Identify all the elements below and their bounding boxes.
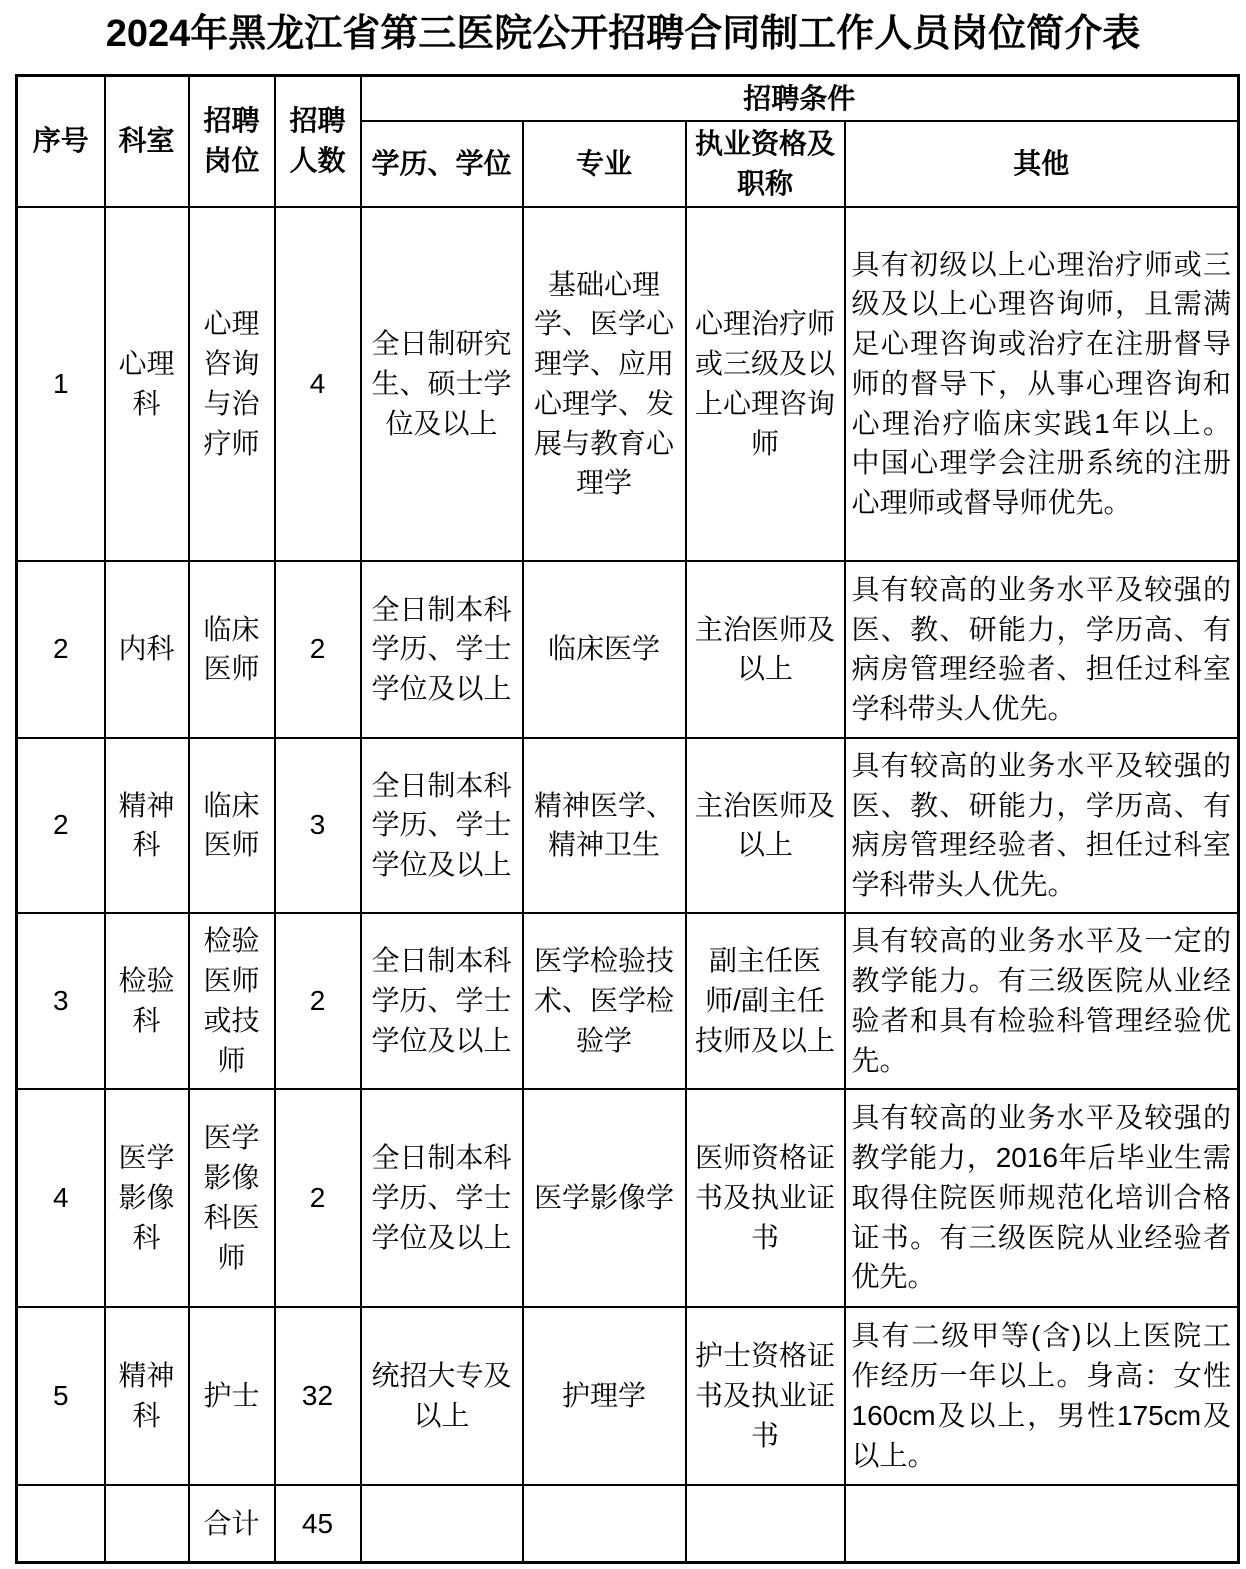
table-row: [17, 738, 1239, 913]
row-2-qualification: 主治医师及以上: [686, 561, 845, 738]
header-position: 招聘岗位: [189, 75, 275, 207]
row-1-education: 全日制研究生、硕士学位及以上: [361, 207, 523, 561]
row-5-department: 医学影像科: [105, 1089, 189, 1307]
table-row: [17, 207, 1239, 561]
footer-education: [361, 1485, 523, 1563]
row-4-serial: 3: [17, 913, 105, 1089]
row-2-headcount: 2: [275, 561, 361, 738]
row-2-department: 内科: [105, 561, 189, 738]
footer-serial: [17, 1485, 105, 1563]
footer-total-label: 合计: [189, 1485, 275, 1563]
row-4-position: 检验医师或技师: [189, 913, 275, 1089]
footer-other: [845, 1485, 1239, 1563]
header-qualification: 执业资格及职称: [686, 121, 845, 207]
header-department: 科室: [105, 75, 189, 207]
table-row: [17, 1307, 1239, 1485]
row-1-other: 具有初级以上心理治疗师或三级及以上心理咨询师，且需满足心理咨询或治疗在注册督导师的督导下，从事心理咨询和心理治疗临床实践1年以上。中国心理学会注册系统的注册心理师或督导师优先。: [845, 207, 1239, 561]
row-3-education: 全日制本科学历、学士学位及以上: [361, 738, 523, 913]
table-row: [17, 913, 1239, 1089]
row-4-major: 医学检验技术、医学检验学: [523, 913, 686, 1089]
row-2-education: 全日制本科学历、学士学位及以上: [361, 561, 523, 738]
row-3-department: 精神科: [105, 738, 189, 913]
row-1-major: 基础心理学、医学心理学、应用心理学、发展与教育心理学: [523, 207, 686, 561]
row-6-qualification: 护士资格证书及执业证书: [686, 1307, 845, 1485]
row-1-qualification: 心理治疗师或三级及以上心理咨询师: [686, 207, 845, 561]
row-3-other: 具有较高的业务水平及较强的医、教、研能力，学历高、有病房管理经验者、担任过科室学科带头人优先。: [845, 738, 1239, 913]
row-5-qualification: 医师资格证书及执业证书: [686, 1089, 845, 1307]
table-row: [17, 561, 1239, 738]
row-2-position: 临床医师: [189, 561, 275, 738]
row-4-headcount: 2: [275, 913, 361, 1089]
table-row: [17, 1089, 1239, 1307]
row-2-other: 具有较高的业务水平及较强的医、教、研能力，学历高、有病房管理经验者、担任过科室学科带头人优先。: [845, 561, 1239, 738]
row-4-department: 检验科: [105, 913, 189, 1089]
header-major: 专业: [523, 121, 686, 207]
row-5-major: 医学影像学: [523, 1089, 686, 1307]
header-education: 学历、学位: [361, 121, 523, 207]
footer-qualification: [686, 1485, 845, 1563]
row-3-major: 精神医学、精神卫生: [523, 738, 686, 913]
row-6-other: 具有二级甲等(含)以上医院工作经历一年以上。身高：女性160cm及以上，男性175cm及以上。: [845, 1307, 1239, 1485]
row-6-serial: 5: [17, 1307, 105, 1485]
header-headcount: 招聘人数: [275, 75, 361, 207]
row-2-major: 临床医学: [523, 561, 686, 738]
footer-department: [105, 1485, 189, 1563]
footer-major: [523, 1485, 686, 1563]
row-2-serial: 2: [17, 561, 105, 738]
row-5-position: 医学影像科医师: [189, 1089, 275, 1307]
row-5-other: 具有较高的业务水平及较强的教学能力，2016年后毕业生需取得住院医师规范化培训合格证书。有三级医院从业经验者优先。: [845, 1089, 1239, 1307]
header-serial: 序号: [17, 75, 105, 207]
row-6-headcount: 32: [275, 1307, 361, 1485]
row-6-major: 护理学: [523, 1307, 686, 1485]
row-5-headcount: 2: [275, 1089, 361, 1307]
row-1-headcount: 4: [275, 207, 361, 561]
row-6-education: 统招大专及以上: [361, 1307, 523, 1485]
row-4-qualification: 副主任医师/副主任技师及以上: [686, 913, 845, 1089]
row-1-department: 心理科: [105, 207, 189, 561]
row-5-serial: 4: [17, 1089, 105, 1307]
row-6-position: 护士: [189, 1307, 275, 1485]
row-4-education: 全日制本科学历、学士学位及以上: [361, 913, 523, 1089]
row-3-qualification: 主治医师及以上: [686, 738, 845, 913]
row-1-serial: 1: [17, 207, 105, 561]
row-1-position: 心理咨询与治疗师: [189, 207, 275, 561]
recruitment-table: [15, 74, 1240, 1565]
row-4-other: 具有较高的业务水平及一定的教学能力。有三级医院从业经验者和具有检验科管理经验优先。: [845, 913, 1239, 1089]
row-3-position: 临床医师: [189, 738, 275, 913]
header-conditions: 招聘条件: [361, 75, 1239, 121]
row-5-education: 全日制本科学历、学士学位及以上: [361, 1089, 523, 1307]
page-title: 2024年黑龙江省第三医院公开招聘合同制工作人员岗位简介表: [105, 13, 1141, 55]
row-3-headcount: 3: [275, 738, 361, 913]
table-footer-row: [17, 1485, 1239, 1563]
row-3-serial: 2: [17, 738, 105, 913]
footer-total-headcount: 45: [275, 1485, 361, 1563]
header-other: 其他: [845, 121, 1239, 207]
row-6-department: 精神科: [105, 1307, 189, 1485]
